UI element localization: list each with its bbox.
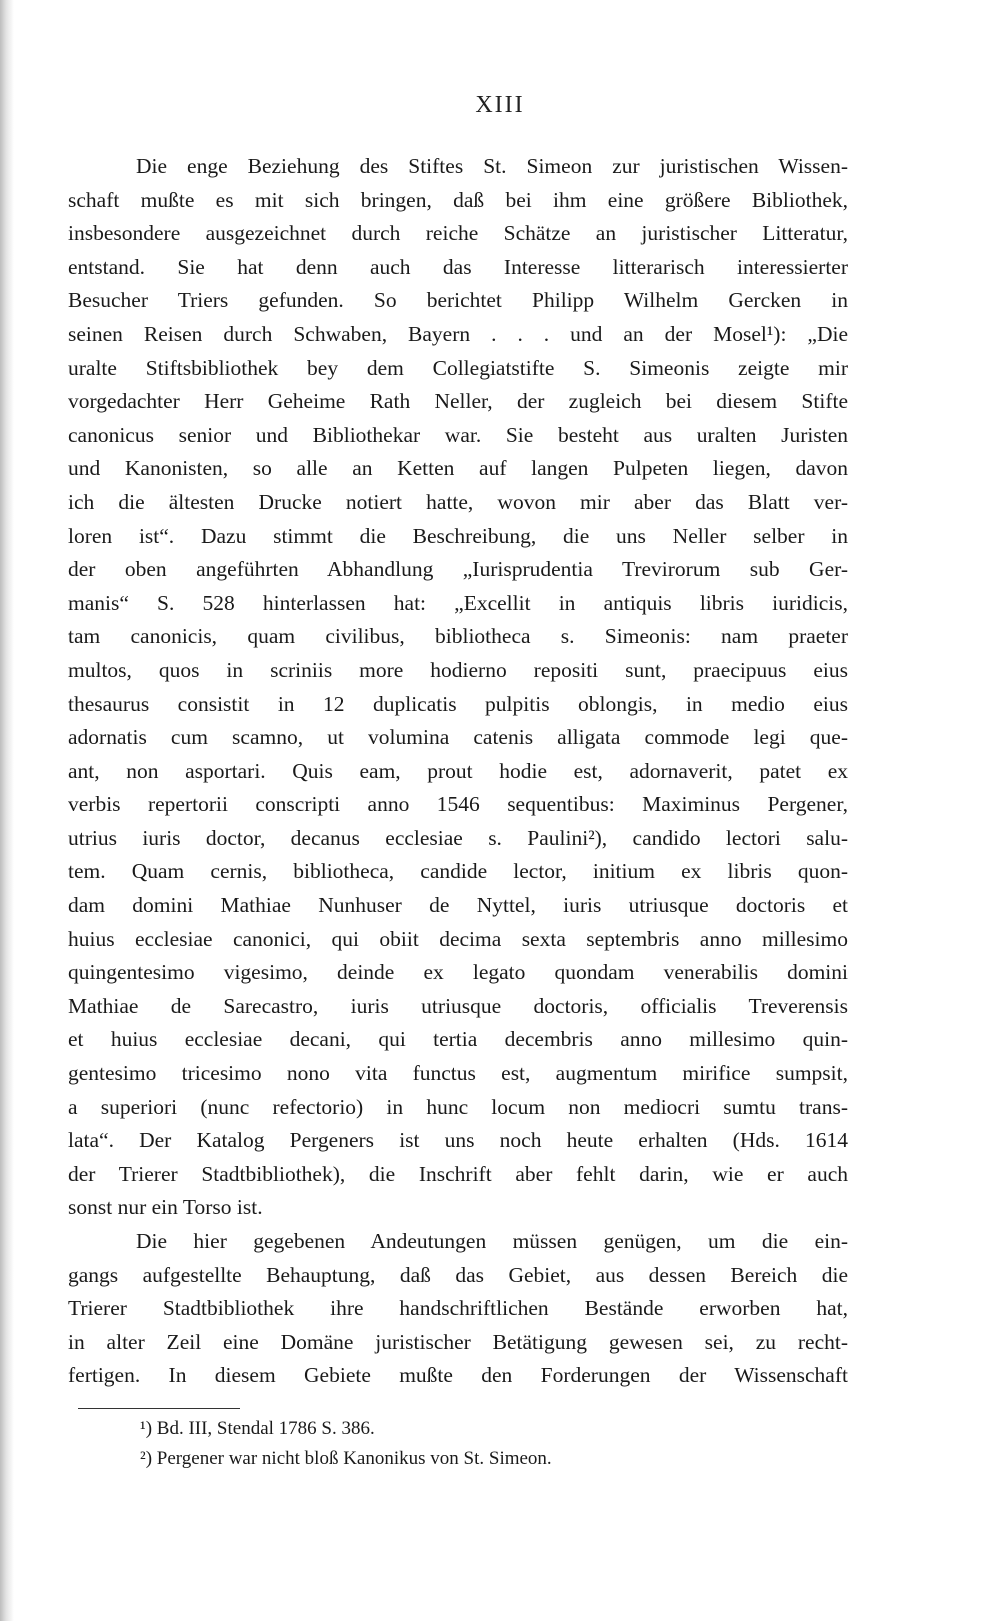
text-line: multos, quos in scriniis more hodierno repositi sunt, praecipuus eius (68, 657, 848, 682)
text-line: quingentesimo vigesimo, deinde ex legato quondam venerabilis domini (68, 960, 848, 985)
footnote-divider (78, 1408, 240, 1409)
text-line: Mathiae de Sarecastro, iuris utriusque doctoris, officialis Treverensis (68, 993, 848, 1018)
text-line: Die enge Beziehung des Stiftes St. Simeon zur juristischen Wissen- (136, 154, 848, 178)
text-line: thesaurus consistit in 12 duplicatis pulpitis oblongis, in medio eius (68, 691, 848, 716)
text-line: vorgedachter Herr Geheime Rath Neller, der zugleich bei diesem Stifte (68, 389, 848, 414)
text-line: utrius iuris doctor, decanus ecclesiae s. Paulini²), candido lectori salu- (68, 825, 848, 850)
text-line: huius ecclesiae canonici, qui obiit decima sexta septembris anno millesimo (68, 926, 848, 951)
text-line: adornatis cum scamno, ut volumina catenis alligata commode legi que- (68, 725, 848, 750)
text-line: verbis repertorii conscripti anno 1546 sequentibus: Maximinus Pergener, (68, 792, 848, 817)
text-line: entstand. Sie hat denn auch das Interesse litterarisch interessierter (68, 254, 848, 279)
text-line: canonicus senior und Bibliothekar war. Sie besteht aus uralten Juristen (68, 422, 848, 447)
paragraph-1 (68, 150, 848, 1225)
text-line: fertigen. In diesem Gebiete mußte den Forderungen der Wissenschaft (68, 1363, 848, 1388)
footnote-2: ²) Pergener war nicht bloß Kanonikus von St. Simeon. (140, 1448, 552, 1469)
text-line: Trierer Stadtbibliothek ihre handschriftlichen Bestände erworben hat, (68, 1296, 848, 1321)
text-line: loren ist“. Dazu stimmt die Beschreibung, die uns Neller selber in (68, 523, 848, 548)
text-line: gentesimo tricesimo nono vita functus est, augmentum mirifice sumpsit, (68, 1061, 848, 1086)
footnote-1: ¹) Bd. III, Stendal 1786 S. 386. (140, 1418, 375, 1439)
text-line: gangs aufgestellte Behauptung, daß das Gebiet, aus dessen Bereich die (68, 1262, 848, 1287)
text-line: uralte Stiftsbibliothek bey dem Collegiatstifte S. Simeonis zeigte mir (68, 355, 848, 380)
text-line: manis“ S. 528 hinterlassen hat: „Excellit in antiquis libris iuridicis, (68, 590, 848, 615)
text-line: in alter Zeil eine Domäne juristischer Betätigung gewesen sei, zu recht- (68, 1329, 848, 1354)
text-line: Die hier gegebenen Andeutungen müssen genügen, um die ein- (136, 1229, 848, 1253)
text-line: seinen Reisen durch Schwaben, Bayern . . . und an der Mosel¹): „Die (68, 321, 848, 346)
text-line: der Trierer Stadtbibliothek), die Inschrift aber fehlt darin, wie er auch (68, 1161, 848, 1186)
text-line: insbesondere ausgezeichnet durch reiche Schätze an juristischer Litteratur, (68, 221, 848, 246)
text-line: schaft mußte es mit sich bringen, daß bei ihm eine größere Bibliothek, (68, 187, 848, 212)
footnotes (140, 1414, 760, 1474)
page-number: XIII (475, 92, 525, 118)
text-line: der oben angeführten Abhandlung „Iurisprudentia Trevirorum sub Ger- (68, 557, 848, 582)
text-line: ant, non asportari. Quis eam, prout hodie est, adornaverit, patet ex (68, 758, 848, 783)
text-line: et huius ecclesiae decani, qui tertia decembris anno millesimo quin- (68, 1027, 848, 1052)
body-text (68, 150, 848, 1393)
text-line: ich die ältesten Drucke notiert hatte, wovon mir aber das Blatt ver- (68, 489, 848, 514)
text-line: lata“. Der Katalog Pergeners ist uns noch heute erhalten (Hds. 1614 (68, 1128, 848, 1153)
paragraph-2 (68, 1225, 848, 1393)
text-line: tam canonicis, quam civilibus, bibliotheca s. Simeonis: nam praeter (68, 624, 848, 649)
scan-edge (0, 0, 14, 1621)
text-line: a superiori (nunc refectorio) in hunc locum non mediocri sumtu trans- (68, 1094, 848, 1119)
text-line: Besucher Triers gefunden. So berichtet Philipp Wilhelm Gercken in (68, 288, 848, 313)
text-line: und Kanonisten, so alle an Ketten auf langen Pulpeten liegen, davon (68, 456, 848, 481)
text-line: tem. Quam cernis, bibliotheca, candide lector, initium ex libris quon- (68, 859, 848, 884)
text-line: sonst nur ein Torso ist. (68, 1195, 263, 1220)
text-line: dam domini Mathiae Nunhuser de Nyttel, iuris utriusque doctoris et (68, 893, 848, 918)
